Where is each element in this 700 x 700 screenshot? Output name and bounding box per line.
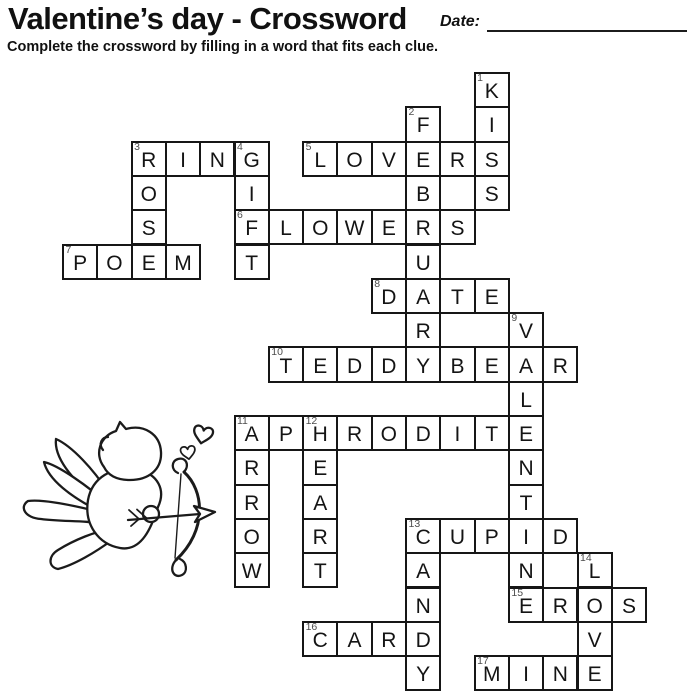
- crossword-cell: [474, 175, 510, 211]
- cell-letter: R: [552, 354, 568, 378]
- cell-letter: I: [454, 423, 461, 447]
- cell-letter: A: [313, 491, 328, 515]
- cell-letter: U: [449, 526, 466, 550]
- cell-letter: E: [141, 251, 156, 275]
- cell-letter: I: [523, 526, 529, 550]
- cell-number: 8: [374, 277, 381, 290]
- crossword-cell: [371, 141, 407, 177]
- cell-letter: T: [519, 491, 533, 515]
- cell-letter: I: [523, 663, 529, 687]
- cupid-bow-curl-top: [173, 459, 187, 473]
- cell-letter: D: [381, 354, 397, 378]
- cell-letter: Y: [416, 663, 431, 687]
- cell-letter: V: [381, 148, 396, 172]
- cell-letter: V: [519, 320, 534, 344]
- cell-letter: T: [279, 354, 293, 378]
- crossword-cell: [439, 346, 475, 382]
- cell-letter: E: [484, 285, 499, 309]
- cell-number: 14: [580, 552, 592, 565]
- cell-letter: R: [244, 491, 260, 515]
- crossword-cell: [542, 346, 578, 382]
- crossword-cell: [542, 655, 578, 691]
- cell-letter: E: [519, 423, 534, 447]
- cell-letter: R: [312, 526, 328, 550]
- cell-letter: R: [415, 217, 431, 241]
- crossword-cell: [234, 141, 270, 177]
- crossword-cell: [336, 415, 372, 451]
- crossword-cell: [268, 346, 304, 382]
- cell-letter: L: [520, 388, 532, 412]
- crossword-cell: [405, 655, 441, 691]
- cell-letter: E: [484, 354, 499, 378]
- cell-number: 15: [511, 586, 524, 599]
- crossword-cell: [62, 244, 98, 280]
- crossword-cell: [234, 484, 270, 520]
- cell-number: 7: [65, 243, 72, 256]
- crossword-cell: [508, 484, 544, 520]
- cell-letter: O: [243, 526, 260, 550]
- cell-number: 6: [237, 209, 243, 222]
- crossword-cell: [405, 141, 441, 177]
- cell-letter: O: [140, 183, 157, 207]
- cell-letter: S: [141, 217, 156, 241]
- cell-number: 9: [511, 312, 518, 325]
- crossword-cell: [371, 346, 407, 382]
- cell-number: 16: [305, 620, 318, 633]
- cell-letter: S: [484, 148, 499, 172]
- crossword-cell: [336, 141, 372, 177]
- cell-letter: E: [519, 594, 534, 618]
- cell-letter: S: [450, 217, 465, 241]
- cupid-bow-curl-bottom: [172, 559, 186, 576]
- cell-letter: M: [482, 663, 501, 687]
- crossword-cell: [302, 552, 338, 588]
- crossword-cell: [302, 141, 338, 177]
- cell-letter: G: [243, 148, 260, 172]
- crossword-cell: [234, 244, 270, 280]
- crossword-cell: [405, 518, 441, 554]
- crossword-cell: [474, 415, 510, 451]
- crossword-cell: [96, 244, 132, 280]
- crossword-cell: [577, 621, 613, 657]
- crossword-cell: [268, 209, 304, 245]
- cell-letter: K: [484, 80, 499, 104]
- cell-letter: N: [209, 148, 225, 172]
- crossword-cell: [199, 141, 235, 177]
- crossword-cell: [405, 587, 441, 623]
- crossword-cell: [542, 518, 578, 554]
- crossword-cell: [474, 655, 510, 691]
- cell-letter: A: [519, 354, 534, 378]
- cell-letter: C: [415, 526, 431, 550]
- crossword-cell: [302, 621, 338, 657]
- crossword-cell: [371, 621, 407, 657]
- cell-letter: H: [312, 423, 328, 447]
- cell-letter: U: [415, 251, 431, 275]
- cell-letter: N: [518, 457, 534, 481]
- cell-letter: A: [347, 628, 362, 652]
- cell-letter: I: [488, 114, 495, 138]
- date-fill-line: [487, 30, 687, 32]
- cell-number: 4: [237, 140, 243, 153]
- cell-letter: A: [244, 423, 259, 447]
- crossword-cell: [474, 346, 510, 382]
- cell-letter: R: [381, 628, 397, 652]
- crossword-cell: [371, 278, 407, 314]
- cell-letter: W: [241, 560, 262, 584]
- crossword-cell: [405, 175, 441, 211]
- cell-letter: R: [415, 320, 431, 344]
- crossword-cell: [439, 518, 475, 554]
- crossword-cell: [371, 209, 407, 245]
- crossword-cell: [474, 518, 510, 554]
- crossword-cell: [165, 141, 201, 177]
- cell-letter: M: [174, 251, 192, 275]
- cell-letter: I: [248, 183, 255, 207]
- cell-letter: N: [518, 560, 534, 584]
- crossword-cell: [508, 518, 544, 554]
- crossword-cell: [371, 415, 407, 451]
- cell-letter: T: [485, 423, 499, 447]
- cell-letter: R: [141, 148, 157, 172]
- crossword-cell: [405, 244, 441, 280]
- cell-number: 1: [477, 72, 483, 84]
- crossword-cell: [508, 381, 544, 417]
- cell-letter: E: [381, 217, 396, 241]
- crossword-cell: [234, 209, 270, 245]
- crossword-cell: [439, 415, 475, 451]
- crossword-cell: [405, 278, 441, 314]
- cell-letter: S: [621, 594, 636, 618]
- crossword-cell: [268, 415, 304, 451]
- crossword-cell: [439, 278, 475, 314]
- crossword-cell: [405, 415, 441, 451]
- cell-letter: R: [244, 457, 260, 481]
- crossword-cell: [234, 175, 270, 211]
- crossword-cell: [336, 346, 372, 382]
- cell-number: 13: [408, 517, 421, 530]
- crossword-cell: [474, 106, 510, 142]
- cell-letter: O: [312, 217, 329, 241]
- cell-number: 17: [477, 655, 489, 668]
- cell-letter: L: [314, 148, 327, 172]
- crossword-cell: [131, 209, 167, 245]
- cupid-illustration: [8, 412, 223, 592]
- crossword-cell: [234, 449, 270, 485]
- cell-letter: T: [451, 285, 464, 309]
- instructions-text: Complete the crossword by filling in a word that fits each clue.: [7, 39, 439, 55]
- crossword-cell: [302, 415, 338, 451]
- cell-letter: C: [312, 628, 328, 652]
- crossword-cell: [234, 415, 270, 451]
- crossword-cell: [577, 655, 613, 691]
- cell-letter: I: [180, 148, 186, 172]
- heart-icon: [192, 425, 214, 445]
- crossword-cell: [336, 621, 372, 657]
- crossword-cell: [165, 244, 201, 280]
- cell-letter: W: [344, 217, 365, 241]
- cell-letter: B: [450, 354, 465, 378]
- cell-letter: E: [313, 354, 328, 378]
- cell-letter: A: [416, 285, 431, 309]
- cell-letter: R: [346, 423, 363, 447]
- cell-letter: B: [416, 183, 431, 207]
- crossword-cell: [302, 346, 338, 382]
- crossword-cell: [611, 587, 647, 623]
- cell-letter: A: [416, 560, 431, 584]
- crossword-cell: [131, 175, 167, 211]
- cell-letter: L: [588, 560, 601, 584]
- cell-number: 5: [305, 140, 312, 153]
- cell-letter: S: [484, 183, 499, 207]
- cell-letter: T: [313, 560, 327, 584]
- crossword-grid: [63, 73, 648, 693]
- crossword-cell: [302, 484, 338, 520]
- crossword-cell: [131, 141, 167, 177]
- crossword-cell: [405, 312, 441, 348]
- crossword-cell: [302, 449, 338, 485]
- cell-letter: D: [381, 285, 397, 309]
- cell-letter: N: [552, 663, 568, 687]
- crossword-cell: [302, 209, 338, 245]
- cell-letter: R: [449, 148, 466, 172]
- cell-letter: R: [552, 594, 568, 618]
- cell-letter: D: [415, 423, 431, 447]
- crossword-cell: [508, 346, 544, 382]
- crossword-cell: [234, 552, 270, 588]
- cell-letter: T: [245, 251, 259, 275]
- cell-number: 11: [237, 415, 248, 427]
- cell-letter: Y: [416, 354, 431, 378]
- cell-number: 3: [134, 140, 140, 153]
- cell-number: 12: [305, 415, 318, 427]
- crossword-cell: [131, 244, 167, 280]
- crossword-cell: [474, 278, 510, 314]
- cell-letter: E: [416, 148, 431, 172]
- crossword-cell: [508, 312, 544, 348]
- cell-letter: D: [415, 628, 431, 652]
- cell-letter: O: [346, 148, 363, 172]
- cell-letter: D: [346, 354, 363, 378]
- cell-letter: D: [552, 526, 568, 550]
- cell-letter: N: [415, 594, 431, 618]
- cell-number: 2: [408, 106, 415, 119]
- crossword-cell: [508, 655, 544, 691]
- crossword-cell: [508, 552, 544, 588]
- crossword-cell: [508, 449, 544, 485]
- cell-letter: P: [73, 251, 88, 275]
- crossword-cell: [405, 346, 441, 382]
- cell-letter: O: [106, 251, 123, 275]
- cell-letter: L: [280, 217, 292, 241]
- crossword-cell: [474, 141, 510, 177]
- crossword-cell: [405, 621, 441, 657]
- crossword-cell: [542, 587, 578, 623]
- crossword-cell: [405, 106, 441, 142]
- crossword-cell: [474, 72, 510, 108]
- crossword-cell: [302, 518, 338, 554]
- cell-letter: P: [484, 526, 499, 550]
- cupid-head: [99, 422, 161, 480]
- crossword-cell: [405, 552, 441, 588]
- cell-letter: E: [587, 663, 602, 687]
- crossword-cell: [577, 552, 613, 588]
- date-label: Date:: [440, 13, 481, 30]
- cell-letter: E: [313, 457, 328, 481]
- crossword-cell: [405, 209, 441, 245]
- crossword-cell: [336, 209, 372, 245]
- cell-letter: V: [587, 628, 602, 652]
- crossword-cell: [439, 209, 475, 245]
- cell-letter: F: [416, 114, 430, 138]
- page-title: Valentine’s day - Crossword: [8, 1, 407, 36]
- crossword-cell: [508, 415, 544, 451]
- crossword-cell: [234, 518, 270, 554]
- cell-letter: P: [278, 423, 293, 447]
- crossword-cell: [577, 587, 613, 623]
- crossword-cell: [439, 141, 475, 177]
- crossword-cell: [508, 587, 544, 623]
- cell-letter: F: [245, 217, 259, 241]
- cell-letter: O: [380, 423, 397, 447]
- cell-number: 10: [271, 346, 283, 359]
- cell-letter: O: [586, 594, 603, 618]
